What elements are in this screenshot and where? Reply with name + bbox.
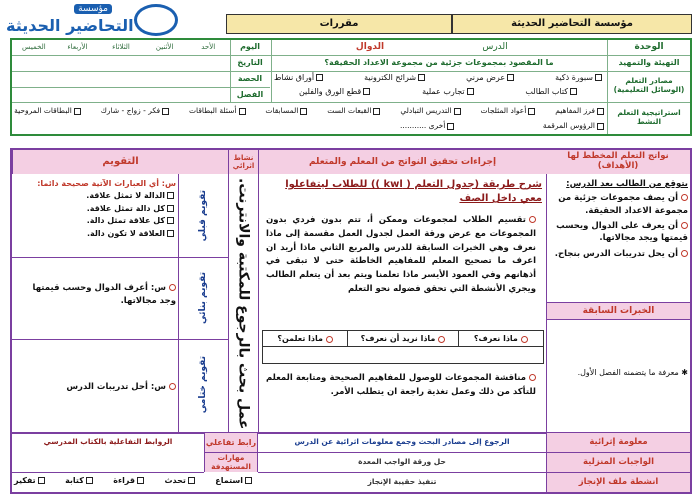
resources-label: مصادر التعلم (الوسائل التعليمية) [613, 76, 685, 94]
checkbox-icon [595, 74, 602, 81]
portfolio-text: تنفيذ حقيبة الإنجاز [258, 472, 546, 492]
skill-writing[interactable]: كتابة [65, 476, 95, 490]
logo-line2: التحاضير الحديثة [6, 16, 134, 35]
strat-4[interactable]: القبعات الست [327, 106, 382, 118]
skill-reading[interactable]: قراءة [113, 476, 146, 490]
strat-3[interactable]: التدريس التبادلي [400, 106, 462, 118]
checkbox-icon [447, 123, 454, 130]
res-worksheets[interactable]: أوراق نشاط [274, 73, 325, 85]
interactive-label: رابط تفاعلي [204, 432, 258, 452]
grid-line [271, 40, 272, 102]
kwl-want: ماذا نريد أن نعرف؟ [347, 331, 458, 347]
res-paper-foam[interactable]: قطع الورق والفلين [299, 87, 372, 99]
expect-title: يتوقع من الطالب بعد الدرس: [566, 179, 688, 189]
class-label: الفصل [236, 90, 264, 100]
col-divider [258, 174, 259, 432]
header-org: مؤسسة التحاضير الحديثة [452, 14, 692, 34]
proc-paragraph-2: مناقشة المجموعات للوصول للمفاهيم الصحيحة ومتابعة المعلم للتأكد من ذلك وعمل تغذية راجعة ان يتطلب الأمر. [266, 373, 536, 397]
pre-question: س: أي العبارات الآتية صحيحة دائما: [37, 179, 176, 188]
date-label: التاريخ [237, 58, 263, 68]
checkbox-icon [467, 88, 474, 95]
activity-header: نشاط اثرائي [228, 150, 258, 174]
logo [6, 2, 182, 40]
checkbox-icon [300, 108, 307, 115]
checkbox-icon [74, 108, 81, 115]
checkbox-icon [38, 477, 45, 484]
outcome-item: أن يحل تدريبات الدرس بنجاح. [550, 248, 688, 260]
bullet-icon [681, 194, 688, 201]
eval-type-summative: تقويم ختامي [197, 356, 208, 414]
pre-option[interactable]: العلاقة لا تكون دالة. [14, 228, 176, 240]
intro-question: ما المقصود بمجموعات جزئية من مجموعة الاعداد الحقيقة؟ [324, 58, 554, 68]
checkbox-icon [597, 123, 604, 130]
portfolio-label: انشطة ملف الإنجاز [547, 472, 690, 492]
res-display[interactable]: عرض مرني [466, 73, 516, 85]
bullet-icon [521, 336, 528, 343]
resources-row-2 [274, 87, 604, 99]
summative-question: س: أحل تدريبات الدرس [14, 382, 176, 392]
checkbox-icon [162, 108, 169, 115]
grid-line [12, 71, 690, 72]
outcome-item: أن يصف مجموعات جزئية من مجموعة الاعداد الحقيقة. [558, 193, 688, 216]
lesson-label: الدرس [482, 41, 508, 52]
homework-label: الواجبات المنزلية [547, 452, 690, 472]
pre-option[interactable]: كل دالة تمثل علاقة. [14, 203, 176, 215]
strat-6[interactable]: أسئلة البطاقات [189, 106, 248, 118]
res-textbook[interactable]: كتاب الطالب [525, 87, 579, 99]
checkbox-icon [507, 74, 514, 81]
skill-speaking[interactable]: تحدث [164, 476, 196, 490]
res-experiments[interactable]: تجارب عملية [422, 87, 476, 99]
checkbox-icon [528, 108, 535, 115]
checkbox-icon [245, 477, 252, 484]
bullet-icon [438, 336, 445, 343]
day-tue: الثلاثاء [112, 42, 130, 51]
grid-line [12, 55, 690, 56]
col-divider [546, 432, 547, 492]
eval-header: التقويم [12, 150, 228, 174]
day-wed: الأربعاء [67, 42, 88, 51]
logo-line1: مؤسسة [74, 4, 112, 14]
strategy-label: استراتيجية التعلم النشط [617, 108, 681, 126]
checkbox-icon [86, 477, 93, 484]
res-smartboard[interactable]: سبورة ذكية [555, 73, 604, 85]
formative-question: س: أعرف الدوال وحسب قيمتها وجد مجالاتها. [32, 283, 176, 306]
strat-7[interactable]: فكر - زواج - شارك [101, 106, 171, 118]
checkbox-icon [363, 88, 370, 95]
strategies-row-2 [400, 121, 606, 133]
kwl-know: ماذا نعرف؟ [458, 331, 543, 347]
proc-paragraph: تقسيم الطلاب لمجموعات وممكن أ، تتم بدون فردي بدون المجموعات مع عرض ورقة العمل لجدول العمل مقسمة إلى ماذا نعرف وهي الخبرات السابقة للدرس والمربع الثاني ماذا أريد ان اعرف ما تصحيح المعلم للمفاهيم الخاطئة حتى لا تبقى في أذهانهم وفي العمود الأيسر ماذا تعلمنا ويتم بعد أن يتعلم الطالب ويجري الأنشطة التي تحقق فضوله نحو التعلم [266, 215, 536, 294]
strat-other[interactable]: أخرى ........... [400, 121, 456, 133]
bullet-icon [681, 250, 688, 257]
eval-type-pre: تقويم قبلي [197, 190, 208, 242]
bullet-icon [326, 336, 333, 343]
bullet-icon [681, 222, 688, 229]
checkbox-icon [239, 108, 246, 115]
checkbox-icon [167, 230, 174, 237]
unit-value: الدوال [355, 41, 385, 52]
pre-option[interactable]: الدالة لا تمثل علاقة. [14, 190, 176, 202]
strategies-row-1 [14, 106, 606, 118]
proc-title: شرح طريقة (جدول التعلم ( kwl )) للطلاب ليتفاعلوا معي داخل الصف [285, 179, 542, 204]
skills-label: مهارات المستهدفة [204, 452, 258, 472]
kwl-table [262, 330, 544, 364]
pre-option[interactable]: كل علاقة تمثل دالة. [14, 215, 176, 227]
row-divider [12, 339, 228, 340]
period-label: الحصة [237, 74, 263, 84]
strat-5[interactable]: المسابقات [265, 106, 309, 118]
grid-line [12, 102, 690, 103]
grid-line [230, 40, 231, 102]
header-subjects: مقررات [226, 14, 452, 34]
row-divider [12, 257, 228, 258]
bullet-icon [169, 284, 176, 291]
procedures-header: إجراءات تحقيق النواتج من المعلم والمتعلم [258, 150, 546, 174]
pre-assessment [14, 178, 176, 254]
logo-badge-icon [134, 4, 178, 36]
res-slides[interactable]: شرائح الكترونية [364, 73, 427, 85]
checkbox-icon [316, 74, 323, 81]
checkbox-icon [418, 74, 425, 81]
eval-type-formative: تقويم بنائي [197, 272, 208, 324]
prior-header: الخبرات السابقة [547, 302, 690, 320]
checkbox-icon [167, 192, 174, 199]
outcomes-header: نواتج التعلم المخطط لها (الأهداف) [546, 150, 690, 174]
checkbox-icon [188, 477, 195, 484]
skills-row [14, 476, 254, 490]
days-row [12, 40, 230, 54]
enrich-label: معلومة إثرائية [547, 432, 690, 452]
strat-2[interactable]: أعواد المثلجات [480, 106, 537, 118]
resources-row-1 [274, 73, 604, 85]
checkbox-icon [454, 108, 461, 115]
strat-9[interactable]: الرؤوس المرقمة [543, 121, 606, 133]
row-divider [12, 472, 204, 473]
activity-text: عمل بحث بالرجوع للمكتبة والانترنت. [235, 178, 252, 430]
outcomes [550, 178, 688, 260]
homework-text: حل ورقة الواجب المعدة [258, 452, 546, 472]
day-label: اليوم [240, 42, 260, 52]
star-icon: ✱ [681, 368, 688, 377]
checkbox-icon [597, 108, 604, 115]
grid-line [607, 40, 608, 134]
strat-8[interactable]: البطاقات المروحية [14, 106, 83, 118]
kwl-divider [262, 346, 544, 347]
enrich-text: الرجوع إلى مصادر البحث وجمع معلومات اثرائية عن الدرس [258, 432, 546, 452]
bullet-icon [169, 383, 176, 390]
day-sun: الأحد [201, 42, 216, 51]
skill-listening[interactable]: استماع [215, 476, 254, 490]
interactive-text[interactable]: الروابط التفاعلية بالكتاب المدرسي [12, 432, 204, 452]
bullet-icon [529, 374, 536, 381]
skill-thinking[interactable]: تفكير [14, 476, 47, 490]
checkbox-icon [137, 477, 144, 484]
intro-label: التهيئة والتمهيد [618, 58, 680, 68]
strat-1[interactable]: فرز المفاهيم [555, 106, 606, 118]
checkbox-icon [167, 205, 174, 212]
prior-text: ✱ معرفة ما يتضمنه الفصل الأول. [577, 368, 688, 377]
day-mon: الأثنين [155, 42, 174, 51]
checkbox-icon [167, 217, 174, 224]
bullet-icon [529, 216, 536, 223]
outcome-item: أن يعرف على الدوال ويحسب قيمتها ويجد مجالاتها. [556, 220, 688, 244]
checkbox-icon [570, 88, 577, 95]
kwl-learned: ماذا تعلمن؟ [263, 331, 347, 347]
unit-label: الوحدة [634, 41, 664, 52]
day-thu: الخميس [21, 42, 46, 51]
checkbox-icon [373, 108, 380, 115]
grid-line [12, 87, 270, 88]
